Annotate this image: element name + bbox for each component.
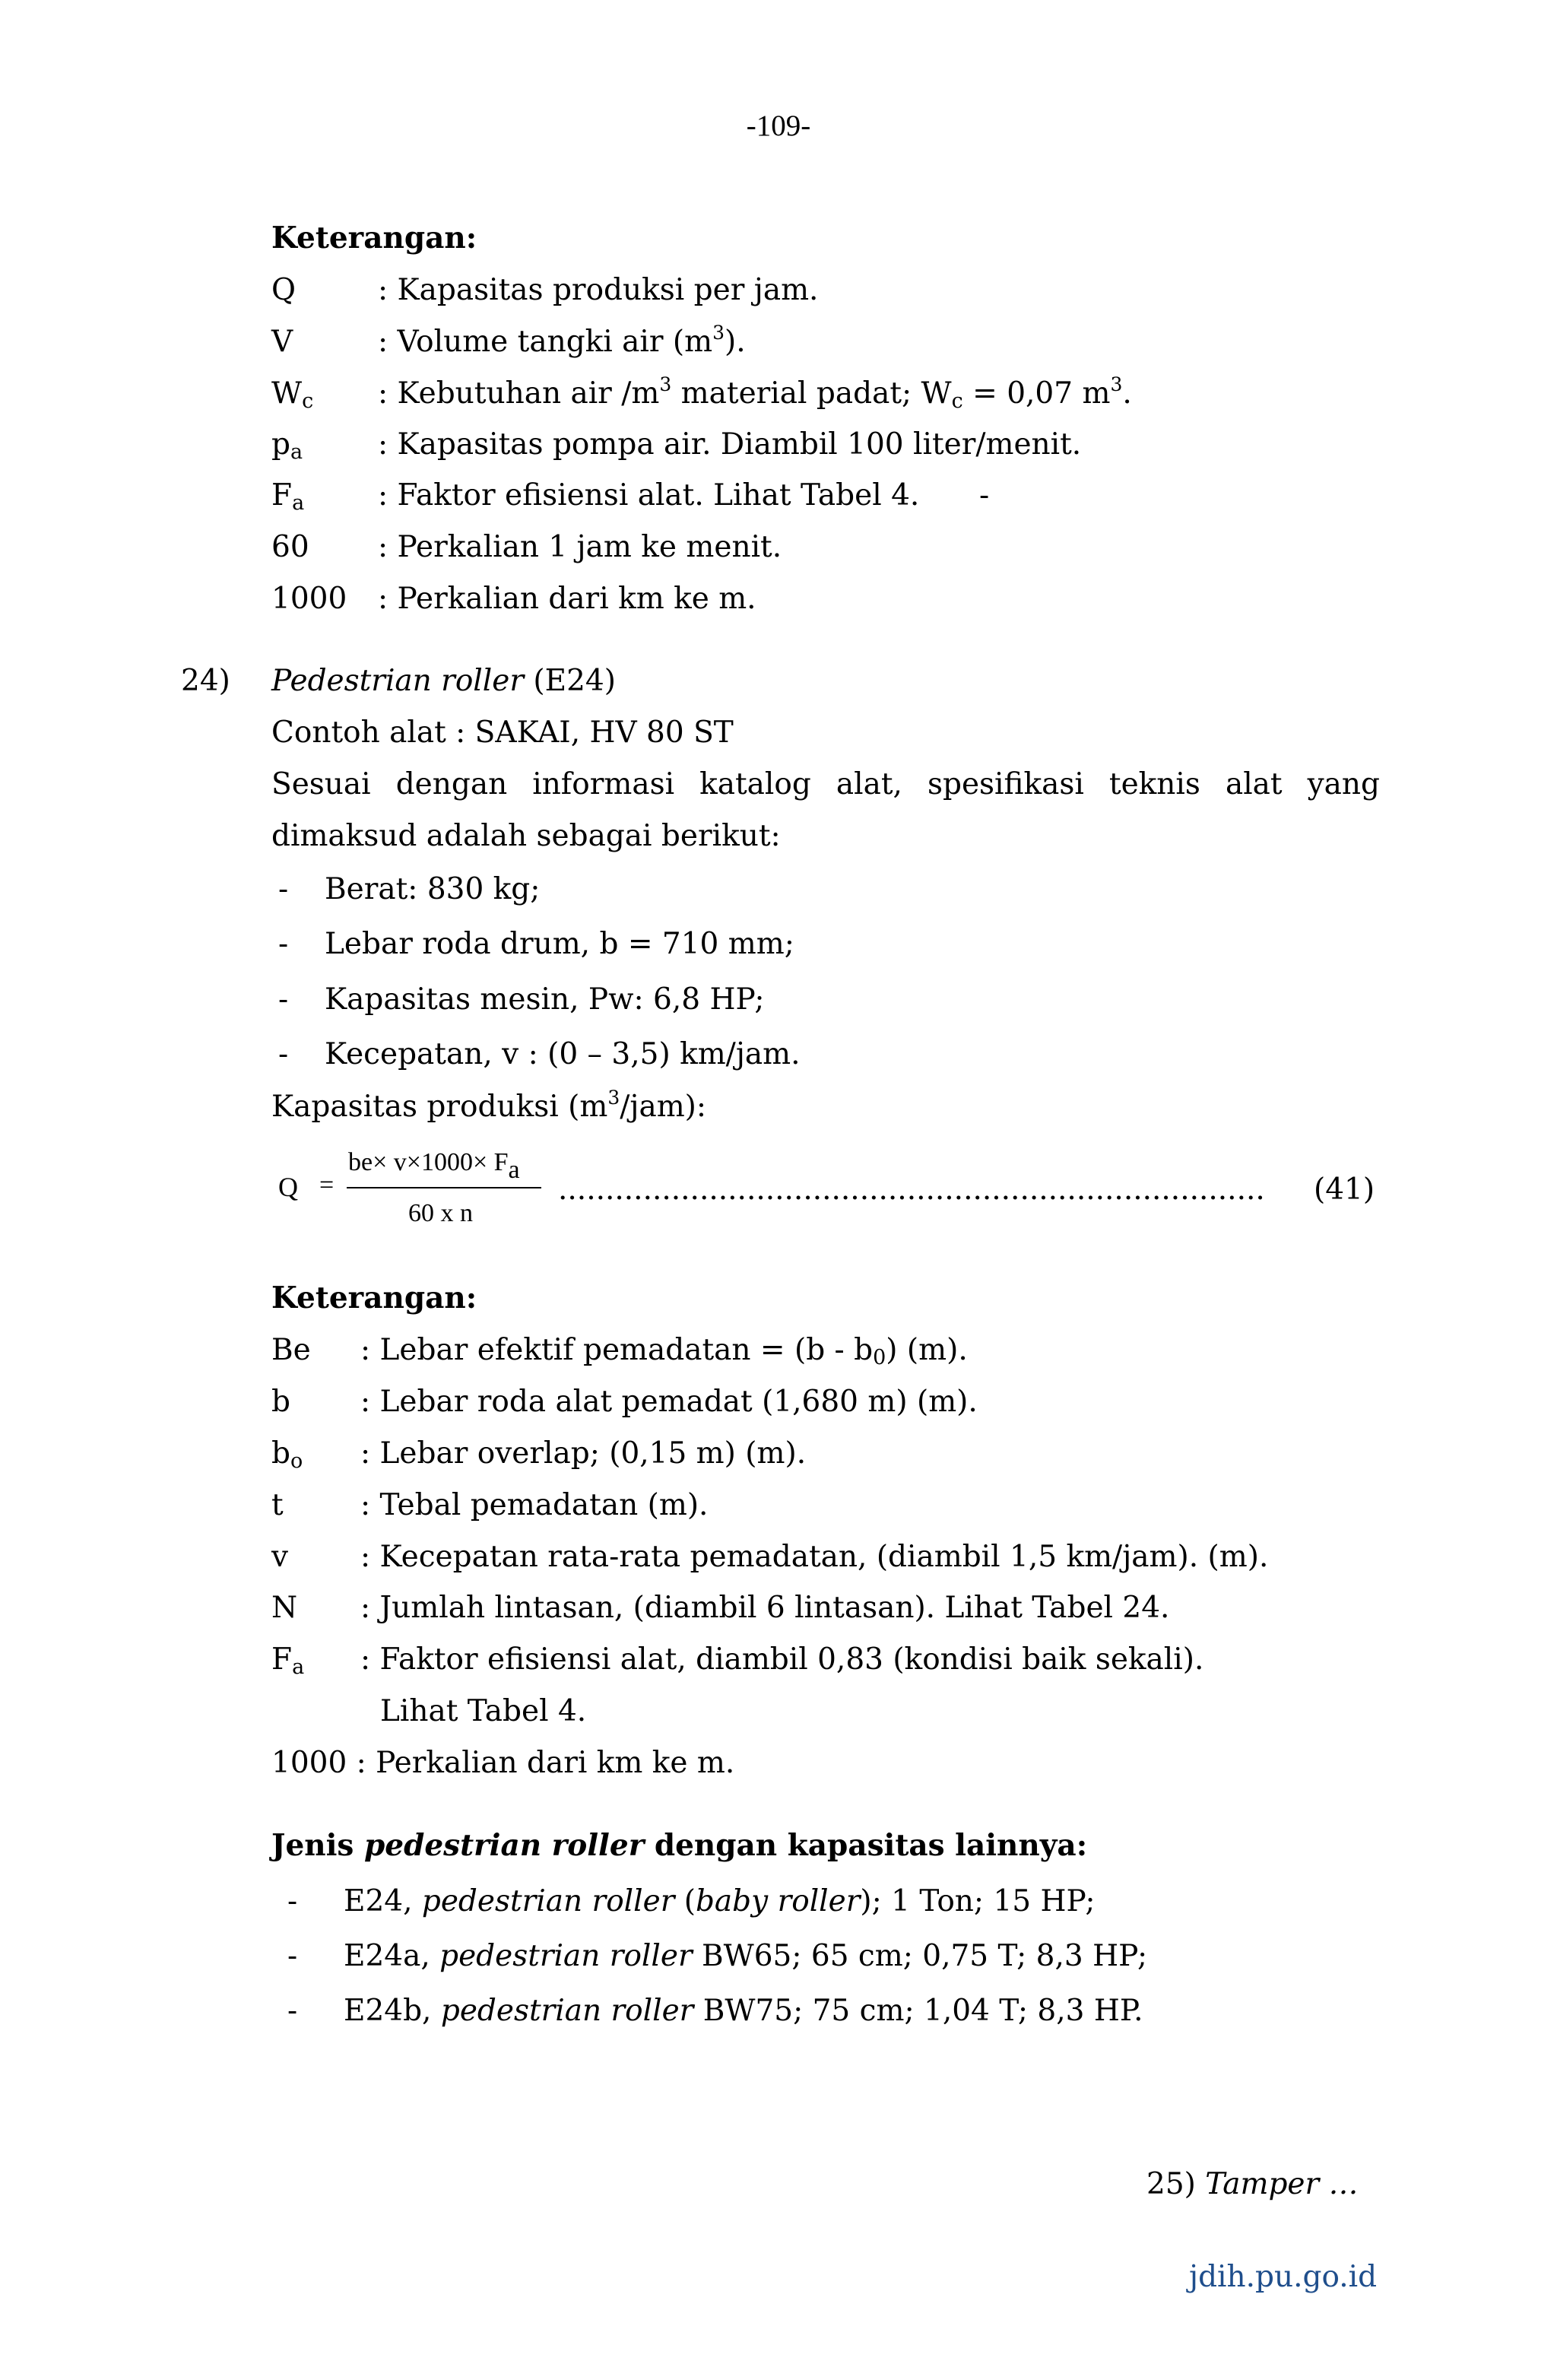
bullet-dash: -: [287, 1994, 298, 2028]
equation-number: (41): [1314, 1173, 1375, 1207]
spec-item: Kapasitas mesin, Pw: 6,8 HP;: [325, 982, 765, 1017]
keterangan-heading-bottom: Keterangan:: [271, 1280, 477, 1315]
jenis-item: E24b, pedestrian roller BW75; 75 cm; 1,04 T; 8,3 HP.: [344, 1994, 1143, 2028]
desc-n: : Jumlah lintasan, (diambil 6 lintasan). Lihat Tabel 24.: [360, 1591, 1170, 1625]
desc-v: : Volume tangki air $(m^3)$.: [378, 322, 746, 359]
desc-be: : Lebar efektif pemadatan = $(b - b_0)$ (m).: [360, 1333, 968, 1369]
desc-60: : Perkalian 1 jam ke menit.: [378, 530, 782, 564]
formula-numerator: $be\times v\times 1000\times F_a$: [348, 1148, 520, 1184]
bullet-dash: -: [287, 1884, 298, 1918]
jenis-item: E24, pedestrian roller (baby roller); 1 Ton; 15 HP;: [344, 1884, 1096, 1918]
desc-q: : Kapasitas produksi per jam.: [378, 273, 819, 307]
desc-fa: : Faktor efisiensi alat. Lihat Tabel 4.: [378, 478, 920, 512]
keterangan-heading-top: Keterangan:: [271, 221, 477, 255]
section-number: 24): [181, 664, 230, 698]
kapasitas-label: Kapasitas produksi $(m^3/jam)$:: [271, 1087, 707, 1124]
formula-equals: =: [319, 1171, 335, 1199]
bullet-dash: -: [278, 1037, 289, 1071]
spec-item: Kecepatan, v : (0 – 3,5) km/jam.: [325, 1037, 801, 1071]
formula-leader-dots: ...........................................................................: [558, 1173, 1265, 1207]
symbol-wc: $W_c$: [271, 376, 314, 413]
symbol-b: b: [271, 1385, 290, 1419]
desc-bo: : Lebar overlap; (0,15 m) (m).: [360, 1436, 807, 1471]
stray-dash: -: [979, 478, 990, 512]
symbol-pa: $p_a$: [271, 427, 303, 464]
desc-1000: : Perkalian dari km ke m.: [378, 582, 756, 616]
desc-pa: : Kapasitas pompa air. Diambil 100 liter/menit.: [378, 427, 1082, 462]
jenis-item: E24a, pedestrian roller BW65; 65 cm; 0,75 T; 8,3 HP;: [344, 1939, 1148, 1973]
desc-fa-bottom: : Faktor efisiensi alat, diambil 0,83 (kondisi baik sekali).: [360, 1642, 1204, 1677]
bullet-dash: -: [278, 927, 289, 961]
desc-b: : Lebar roda alat pemadat (1,680 m) (m).: [360, 1385, 978, 1419]
symbol-fa-bottom: $F_a$: [271, 1642, 305, 1679]
section-title: Pedestrian roller (E24): [271, 664, 616, 698]
contoh-alat: Contoh alat : SAKAI, HV 80 ST: [271, 716, 734, 750]
next-section-ref: 25) Tamper …: [1146, 2167, 1359, 2201]
fraction-bar: [347, 1187, 541, 1188]
symbol-60: 60: [271, 530, 309, 564]
symbol-fa: $F_a$: [271, 478, 305, 515]
bullet-dash: -: [278, 872, 289, 906]
desc-fa-continuation: Lihat Tabel 4.: [380, 1694, 587, 1728]
desc-wc: : Kebutuhan air $/m^3$ material padat; $W_c = 0,07$ $m^3$.: [378, 373, 1132, 413]
symbol-v: V: [271, 325, 293, 359]
spec-item: Berat: 830 kg;: [325, 872, 541, 906]
symbol-bo: $b_o$: [271, 1436, 303, 1473]
formula-denominator: 60 x n: [408, 1199, 473, 1227]
symbol-be: Be: [271, 1333, 311, 1367]
symbol-1000: 1000: [271, 582, 347, 616]
symbol-t: t: [271, 1488, 284, 1522]
intro-line-2: dimaksud adalah sebagai berikut:: [271, 819, 781, 853]
desc-v-speed: : Kecepatan rata-rata pemadatan, (diambil 1,5 km/jam). (m).: [360, 1540, 1269, 1574]
desc-1000-bottom: 1000 : Perkalian dari km ke m.: [271, 1746, 735, 1780]
bullet-dash: -: [287, 1939, 298, 1973]
jenis-heading: Jenis pedestrian roller dengan kapasitas lainnya:: [271, 1828, 1088, 1863]
formula-lhs: Q: [278, 1172, 298, 1202]
intro-line-1: Sesuai dengan informasi katalog alat, spesifikasi teknis alat yang: [271, 767, 1380, 801]
bullet-dash: -: [278, 982, 289, 1017]
symbol-v-speed: v: [271, 1540, 289, 1574]
symbol-n: N: [271, 1591, 298, 1625]
symbol-q: Q: [271, 273, 296, 307]
spec-item: Lebar roda drum, b = 710 mm;: [325, 927, 794, 961]
page-number: -109-: [746, 109, 811, 142]
desc-t: : Tebal pemadatan (m).: [360, 1488, 709, 1522]
website-link[interactable]: jdih.pu.go.id: [1189, 2260, 1378, 2294]
